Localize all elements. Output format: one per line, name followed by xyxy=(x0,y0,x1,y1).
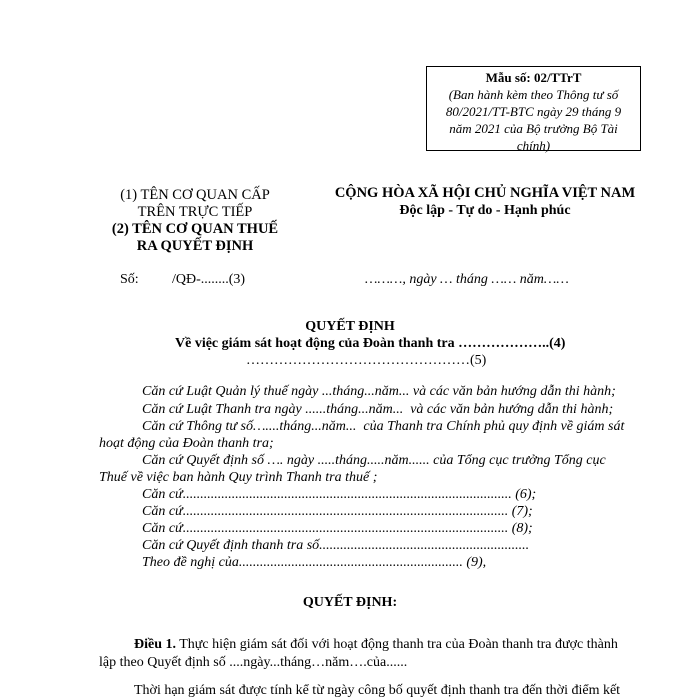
basis-line-1: Căn cứ Luật Quản lý thuế ngày ...tháng...năm... và các văn bản hướng dẫn thi hành; xyxy=(142,384,616,399)
article-1-line-2: lập theo Quyết định số ....ngày...tháng…năm….của...... xyxy=(99,655,408,670)
basis-line-3: Căn cứ Thông tư số…....tháng...năm... của Thanh tra Chính phủ quy định về giám sát xyxy=(142,419,625,434)
tax-agency-line-1: (2) TÊN CƠ QUAN THUẾ xyxy=(111,221,279,237)
basis-line-6: Thuế về việc ban hành Quy trình Thanh tra thuế ; xyxy=(99,470,378,485)
form-note-line-2: 80/2021/TT-BTC ngày 29 tháng 9 xyxy=(445,104,622,119)
decision-subject: Về việc giám sát hoạt động của Đoàn thanh tra ………………..(4) xyxy=(175,336,566,351)
form-note-line-3: năm 2021 của Bộ trưởng Bộ Tài xyxy=(449,121,618,136)
doc-number-code: /QĐ-........(3) xyxy=(172,272,246,287)
form-code: Mẫu số: 02/TTrT xyxy=(485,70,582,85)
basis-line-7: Căn cứ.............................................................................................. (6); xyxy=(142,487,537,502)
basis-line-8: Căn cứ............................................................................................. (7); xyxy=(142,504,533,519)
basis-line-5: Căn cứ Quyết định số …. ngày .....tháng.....năm...... của Tổng cục trưởng Tổng cục xyxy=(142,453,606,468)
basis-line-2: Căn cứ Luật Thanh tra ngày ......tháng...năm... và các văn bản hướng dẫn thi hành; xyxy=(142,402,614,417)
parent-agency-line-1: (1) TÊN CƠ QUAN CẤP xyxy=(120,187,270,203)
basis-line-4: hoạt động của Đoàn thanh tra; xyxy=(99,436,274,451)
national-motto: Độc lập - Tự do - Hạnh phúc xyxy=(399,203,571,218)
article-1-text: Thực hiện giám sát đối với hoạt động thanh tra của Đoàn thanh tra được thành xyxy=(176,637,618,652)
basis-line-9: Căn cứ............................................................................................. (8); xyxy=(142,521,533,536)
decision-subject-line-5: …………………………………………(5) xyxy=(246,353,487,368)
basis-line-11: Theo đề nghị của................................................................ (9), xyxy=(142,555,487,570)
article-1-line-3: Thời hạn giám sát được tính kể từ ngày công bố quyết định thanh tra đến thời điểm kết xyxy=(134,683,621,698)
decision-title: QUYẾT ĐỊNH xyxy=(305,319,395,334)
form-note-line-1: (Ban hành kèm theo Thông tư số xyxy=(448,87,619,102)
basis-line-10: Căn cứ Quyết định thanh tra số............................................................ xyxy=(142,538,530,553)
form-note-line-4: chính) xyxy=(516,138,551,153)
form-code-box xyxy=(426,66,641,151)
article-1-line-1 xyxy=(134,636,618,653)
doc-number-label: Số: xyxy=(120,272,139,287)
national-title: CỘNG HÒA XÃ HỘI CHỦ NGHĨA VIỆT NAM xyxy=(334,185,636,201)
tax-agency-line-2: RA QUYẾT ĐỊNH xyxy=(136,238,254,254)
article-1-label: Điều 1. xyxy=(134,637,176,652)
doc-date-line: ………, ngày … tháng …… năm…… xyxy=(365,272,569,287)
decision-heading: QUYẾT ĐỊNH: xyxy=(302,595,398,610)
parent-agency-line-2: TRÊN TRỰC TIẾP xyxy=(137,204,253,220)
